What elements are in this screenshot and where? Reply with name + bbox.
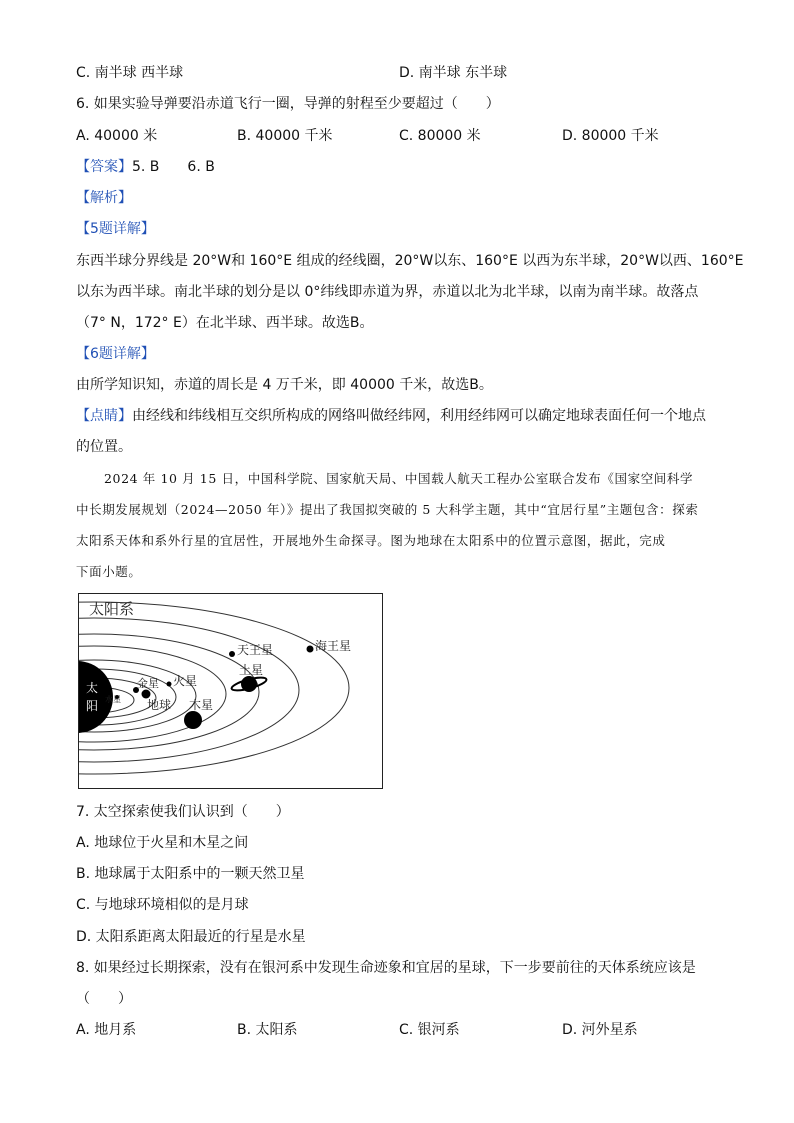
earth-label: 地球: [147, 698, 172, 712]
q7-option-d: D. 太阳系距离太阳最近的行星是水星: [76, 929, 306, 945]
q8-option-a: A. 地月系: [76, 1022, 137, 1038]
q6-option-b: B. 40000 千米: [237, 128, 333, 144]
venus-label: 金星: [137, 677, 159, 690]
figure-title: 太阳系: [89, 600, 135, 618]
q6-option-a: A. 40000 米: [76, 128, 158, 144]
q6-stem: 6. 如果实验导弹要沿赤道飞行一圈，导弹的射程至少要超过（ ）: [76, 96, 500, 112]
passage-line: 2024 年 10 月 15 日，中国科学院、国家航天局、中国载人航天工程办公室联合发布《国家空间科学: [104, 471, 694, 486]
jupiter-planet: [184, 711, 202, 729]
q6-option-d: D. 80000 千米: [562, 128, 659, 144]
mars-label: 火星: [173, 674, 198, 688]
answer-label: 【答案】: [76, 159, 132, 175]
uranus-label: 天王星: [237, 643, 274, 657]
jupiter-label: 木星: [189, 698, 214, 712]
q5-detail-line: 东西半球分界线是 20°W和 160°E 组成的经线圈，20°W以东、160°E 以西为东半球，20°W以西、160°E: [76, 253, 744, 269]
saturn-planet: [241, 676, 257, 692]
neptune-planet: [307, 646, 314, 653]
tip-text-cont: 的位置。: [76, 439, 132, 455]
uranus-planet: [229, 651, 235, 657]
passage-line: 中长期发展规划（2024—2050 年）》提出了我国拟突破的 5 大科学主题，其中“宜居行星”主题包含：探索: [76, 502, 699, 517]
q8-option-c: C. 银河系: [399, 1022, 460, 1038]
neptune-label: 海王星: [315, 639, 352, 653]
sun-label-top: 太: [86, 681, 99, 695]
q7-option-b: B. 地球属于太阳系中的一颗天然卫星: [76, 866, 305, 882]
q5-detail-line: 以东为西半球。南北半球的划分是以 0°纬线即赤道为界，赤道以北为北半球，以南为南半球。故落点: [76, 284, 699, 300]
solar-system-diagram: [79, 594, 384, 790]
q6-option-c: C. 80000 米: [399, 128, 481, 144]
analysis-label: 【解析】: [76, 190, 132, 206]
q7-option-a: A. 地球位于火星和木星之间: [76, 835, 249, 851]
q8-stem: 8. 如果经过长期探索，没有在银河系中发现生命迹象和宜居的星球，下一步要前往的天体系统应该是: [76, 960, 696, 976]
mars-planet: [167, 682, 172, 687]
saturn-label: 土星: [239, 663, 264, 677]
answer-row: [76, 157, 215, 177]
tip-label: 【点睛】: [76, 408, 132, 424]
tip-row: [76, 406, 706, 426]
q6-detail-text: 由所学知识知，赤道的周长是 4 万千米，即 40000 千米，故选B。: [76, 377, 493, 393]
mercury-label: 水星: [105, 695, 121, 704]
q5-detail-line: （7° N，172° E）在北半球、西半球。故选B。: [76, 315, 374, 331]
answer-text: 5. B 6. B: [132, 159, 215, 175]
q8-stem-cont: （ ）: [76, 991, 132, 1007]
solar-system-figure: [78, 593, 383, 789]
q5-detail-heading: 【5题详解】: [76, 221, 155, 237]
passage-line: 太阳系天体和系外行星的宜居性，开展地外生命探寻。图为地球在太阳系中的位置示意图，据此，完成: [76, 533, 666, 548]
sun-label-bottom: 阳: [86, 699, 99, 713]
q8-option-d: D. 河外星系: [562, 1022, 638, 1038]
q8-option-b: B. 太阳系: [237, 1022, 298, 1038]
q7-option-c: C. 与地球环境相似的是月球: [76, 897, 249, 913]
q5-option-c: C. 南半球 西半球: [76, 65, 184, 81]
tip-text: 由经线和纬线相互交织所构成的网络叫做经纬网，利用经纬网可以确定地球表面任何一个地点: [132, 408, 706, 424]
passage-line: 下面小题。: [76, 564, 142, 579]
q7-stem: 7. 太空探索使我们认识到（ ）: [76, 804, 290, 820]
q5-option-d: D. 南半球 东半球: [399, 65, 508, 81]
q6-detail-heading: 【6题详解】: [76, 346, 155, 362]
